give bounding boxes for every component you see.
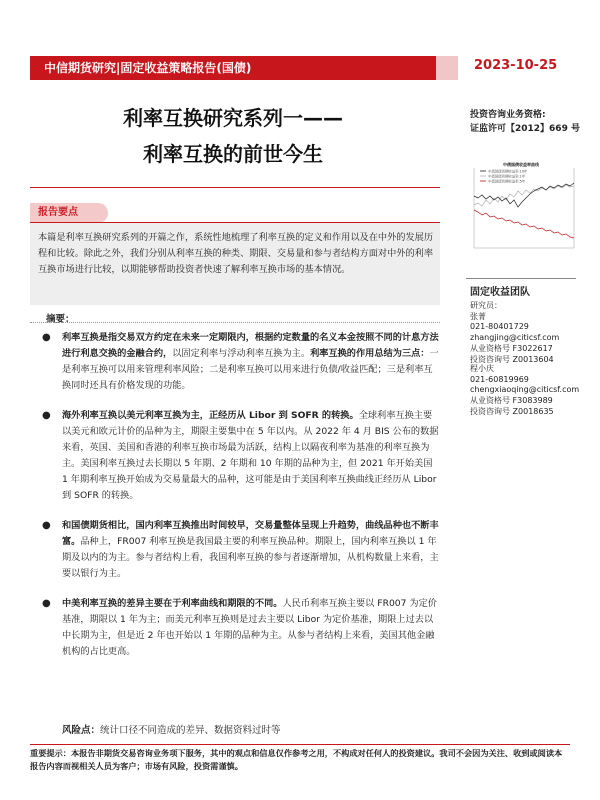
team-title: 固定收益团队 [470,287,530,298]
bullet-bold: 利率互换是指交易双方约定在未来一定期限内，根据约定数量的名义本金按照不同的计息方法进行利息交换的金融合约， [62,332,439,359]
analyst-card [470,301,559,365]
summary-tag: 报告要点 [30,203,108,223]
risk-label: 风险点： [62,725,101,736]
bullet-item [42,518,440,582]
chart-title: 中债国债收益率曲线 [503,162,539,167]
analyst-email[interactable]: zhangjing@citicsf.com [470,333,560,343]
abstract-bullets [42,330,440,674]
chart-legend [480,169,528,184]
bullet-bold: 中美利率互换的差异主要在于利率曲线和期限的不同。 [62,598,283,609]
analyst-license: 从业资格号 F3022617 [470,343,553,353]
summary-text: 本篇是利率互换研究系列的开篇之作，系统性地梳理了利率互换的定义和作用以及在中外的发展历程和比较。除此之外，我们分别从利率互换的种类、期限、交易量和参与者结构方面对中外的利率互换市场进行比较，以期能够帮助投资者快速了解利率互换市场的基本情况。 [38,232,434,275]
abstract-divider [30,322,440,323]
bullet-bold: 和国债期货相比，国内利率互换推出时间较早，交易量整体呈现上升趋势，曲线品种也不断丰富。 [62,520,439,547]
analyst-phone: 021-80401729 [470,322,529,332]
bullet-dot-icon: ● [42,598,51,609]
qualification-line2: 证监许可【2012】669 号 [470,124,580,134]
analyst-role: 研究员： [470,301,502,310]
bullet-item [42,330,440,394]
analyst-email[interactable]: chengxiaoqing@citicsf.com [470,385,580,395]
risk-line [62,722,281,736]
legend-label-1y: 中债国债到期收益率:1年 [488,174,526,179]
analyst-name: 张菁 [470,311,486,321]
analyst-advisory: 投资咨询号 Z0013604 [470,354,554,364]
report-title-line1: 利率互换研究系列一—— [123,106,343,130]
title-divider [30,187,440,188]
bullet-item [42,596,440,660]
analyst-card [470,364,579,418]
summary-box [30,222,440,305]
analyst-advisory: 投资咨询号 Z0018635 [470,406,554,416]
yield-chart [462,160,580,256]
qualification-block [470,108,580,136]
bullet-text: 人民币利率互换主要以 FR007 为定价基准，期限以 1 年为主；而美元利率互换则是过去主要以 Libor 为定价基准，期限上过去以中长期为主，但是近 2 年也开始以 1 年期的品种为主。从参与者结构上来看，美国其他金融机构的占比更高。 [62,598,437,657]
report-date: 2023-10-25 [474,58,558,73]
banner-accent [436,56,458,80]
bullet-text: 以固定利率与浮动利率互换为主。 [172,348,311,359]
team-divider [466,278,576,279]
bullet-dot-icon: ● [42,520,51,531]
bullet-bold: 海外利率互换以美元利率互换为主，正经历从 Libor 到 SOFR 的转换。 [62,410,359,421]
bullet-text: 品种上，FR007 利率互换是我国最主要的利率互换品种。期限上，国内利率互换以 1 年期及以内的为主。参与者结构上看，我国利率互换的参与者逐渐增加，从机构数量上来看，主要以银行为主。 [62,536,439,579]
risk-text: 统计口径不同造成的差异、数据资料过时等 [100,725,281,736]
analyst-phone: 021-60819969 [470,374,529,384]
bullet-text-2: 一是利率互换可以用来管理利率风险；二是利率互换可以用来进行负债/收益匹配；三是利率互换同时还具有价格发现的功能。 [62,348,439,391]
report-title-line2: 利率互换的前世今生 [143,142,323,166]
bullet-dot-icon: ● [42,410,51,421]
bullet-text: 全球利率互换主要以美元和欧元计价的品种为主，期限主要集中在 5 年以内。从 2022 年 4 月 BIS 公布的数据来看，英国、美国和香港的利率互换市场最为活跃，结构上以隔夜利率为基准的利率互换为主。美国利率互换过去长期以 5 年期、2 年期和 10 年期的品种为主，但 2021 年开始美国 1 年期利率互换开始成为交易量最大的品种，这可能是由于美国利率互换曲线正经历从 Libor 到 SOFR 的转换。 [62,410,439,501]
bullet-dot-icon: ● [42,332,51,343]
report-banner: 中信期货研究|固定收益策略报告(国债) [30,56,436,80]
legend-label-10y: 中债国债到期收益率:10年 [488,169,528,174]
legend-label-5y: 中债国债到期收益率:5年 [488,179,526,184]
analyst-name: 程小庆 [470,364,494,373]
bullet-bold-2: 利率互换的作用总结为三点： [310,348,430,359]
important-notice: 重要提示：本报告非期货交易咨询业务项下服务，其中的观点和信息仅作参考之用，不构成对任何人的投资建议。我司不会因为关注、收到或阅读本报告内容而视相关人员为客户；市场有风险，投资需谨慎。 [30,744,570,773]
qualification-line1: 投资咨询业务资格: [470,110,546,120]
abstract-label: 摘要： [46,314,75,325]
bullet-item [42,408,440,504]
analyst-license: 从业资格号 F3083989 [470,396,553,406]
